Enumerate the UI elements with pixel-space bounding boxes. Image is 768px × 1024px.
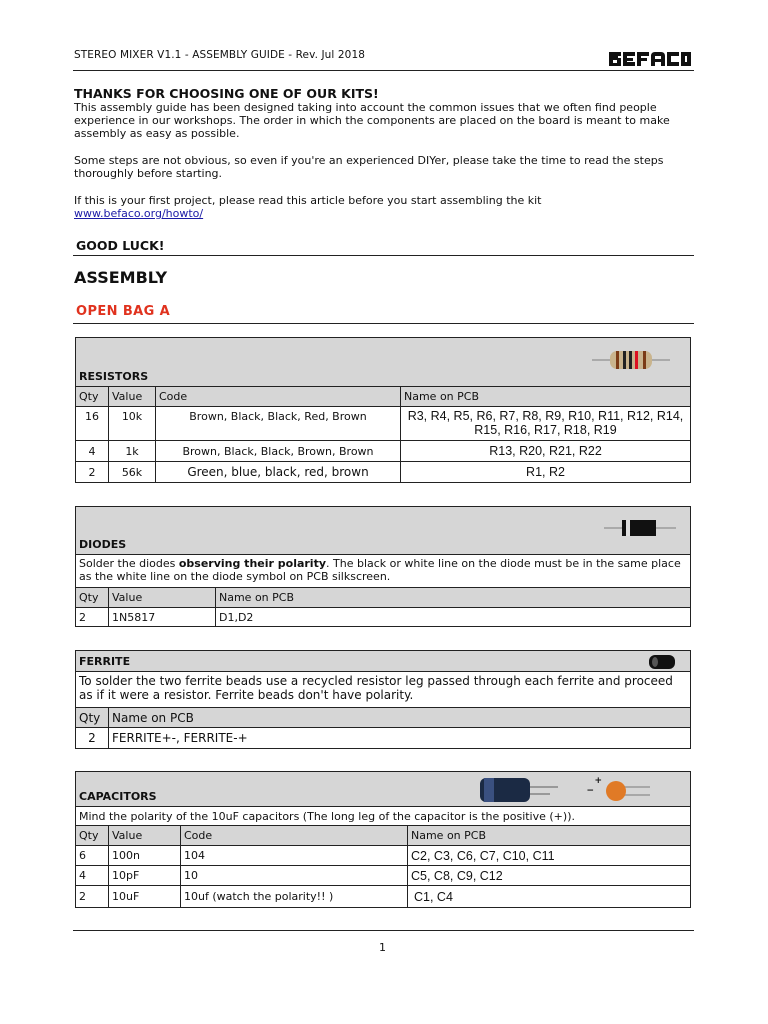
- capacitors-table: [75, 771, 691, 908]
- col-qty: Qty: [76, 826, 109, 846]
- col-pcb: Name on PCB: [408, 826, 691, 846]
- col-value: Value: [109, 588, 216, 608]
- howto-link-wrap: [74, 207, 686, 220]
- header-divider: [73, 70, 694, 71]
- resistors-table: [75, 337, 691, 483]
- value-cell: 1N5817: [109, 608, 216, 627]
- pcb-cell: FERRITE+-, FERRITE-+: [109, 728, 691, 749]
- intro-paragraph-1: This assembly guide has been designed taking into account the common issues that we often find people experience in our workshops. The order in which the components are placed on the board is meant to make assembly as easy as possible.: [74, 101, 670, 140]
- befaco-logo: [608, 50, 692, 72]
- col-value: Value: [109, 387, 156, 407]
- table-row: [76, 462, 691, 483]
- intro-paragraph-3: If this is your first project, please read this article before you start assembling the kit: [74, 194, 542, 207]
- table-row: [76, 407, 691, 441]
- pcb-cell: C2, C3, C6, C7, C10, C11: [408, 846, 691, 866]
- ferrite-table: [75, 650, 691, 749]
- table-row: [76, 728, 691, 749]
- ferrite-section-header: [76, 651, 691, 672]
- pcb-cell: C5, C8, C9, C12: [408, 866, 691, 886]
- diodes-note: Solder the diodes observing their polarity. The black or white line on the diode must be in the same place as the white line on the diode symbol on PCB silkscreen.: [76, 555, 691, 588]
- good-luck-text: GOOD LUCK!: [76, 238, 165, 253]
- qty-cell: 2: [76, 886, 109, 908]
- value-cell: 56k: [109, 462, 156, 483]
- document-header-title: STEREO MIXER V1.1 - ASSEMBLY GUIDE - Rev. Jul 2018: [74, 49, 366, 61]
- ceramic-capacitor-icon: [604, 779, 650, 806]
- plus-sign: +: [594, 776, 602, 786]
- col-qty: Qty: [76, 588, 109, 608]
- col-pcb: Name on PCB: [216, 588, 691, 608]
- col-qty: Qty: [76, 387, 109, 407]
- qty-cell: 2: [76, 608, 109, 627]
- table-row: [76, 866, 691, 886]
- value-cell: 1k: [109, 441, 156, 462]
- table-row: [76, 441, 691, 462]
- diodes-section-header: [76, 507, 691, 555]
- qty-cell: 2: [76, 728, 109, 749]
- pcb-cell: R3, R4, R5, R6, R7, R8, R9, R10, R11, R12, R14, R15, R16, R17, R18, R19: [401, 407, 691, 441]
- diodes-title: DIODES: [79, 538, 127, 551]
- code-cell: 104: [181, 846, 408, 866]
- col-pcb: Name on PCB: [109, 708, 691, 728]
- pcb-cell: R1, R2: [401, 462, 691, 483]
- value-cell: 10uF: [109, 886, 181, 908]
- diode-icon: [604, 518, 676, 541]
- qty-cell: 6: [76, 846, 109, 866]
- divider: [73, 255, 694, 256]
- ferrite-icon: [648, 654, 676, 673]
- bag-heading: OPEN BAG A: [76, 304, 171, 319]
- code-cell: Brown, Black, Black, Brown, Brown: [156, 441, 401, 462]
- value-cell: 10pF: [109, 866, 181, 886]
- pcb-cell: D1,D2: [216, 608, 691, 627]
- ferrite-title: FERRITE: [79, 654, 131, 668]
- code-cell: 10uf (watch the polarity!! ): [181, 886, 408, 908]
- table-row: [76, 886, 691, 908]
- pcb-cell: R13, R20, R21, R22: [401, 441, 691, 462]
- divider: [73, 323, 694, 324]
- qty-cell: 2: [76, 462, 109, 483]
- capacitors-title: CAPACITORS: [79, 790, 157, 803]
- assembly-heading: ASSEMBLY: [74, 268, 168, 287]
- resistor-icon: [592, 347, 670, 376]
- minus-sign: −: [586, 786, 594, 796]
- capacitors-section-header: [76, 772, 691, 807]
- code-cell: Brown, Black, Black, Red, Brown: [156, 407, 401, 441]
- ferrite-note: To solder the two ferrite beads use a recycled resistor leg passed through each ferrite and proceed as if it were a resistor. Ferrite beads don't have polarity.: [76, 672, 691, 708]
- qty-cell: 4: [76, 866, 109, 886]
- pcb-cell: C1, C4: [408, 886, 691, 908]
- intro-paragraph-2: Some steps are not obvious, so even if you're an experienced DIYer, please take the time to read the steps thoroughly before starting.: [74, 154, 664, 180]
- electrolytic-capacitor-icon: [478, 775, 566, 808]
- value-cell: 100n: [109, 846, 181, 866]
- qty-cell: 4: [76, 441, 109, 462]
- code-cell: 10: [181, 866, 408, 886]
- col-qty: Qty: [76, 708, 109, 728]
- capacitors-note: Mind the polarity of the 10uF capacitors (The long leg of the capacitor is the positive (+)).: [76, 807, 691, 826]
- intro-heading: THANKS FOR CHOOSING ONE OF OUR KITS!: [74, 86, 379, 101]
- diodes-table: [75, 506, 691, 627]
- table-row: [76, 608, 691, 627]
- resistors-title: RESISTORS: [79, 370, 149, 383]
- resistors-section-header: [76, 338, 691, 387]
- value-cell: 10k: [109, 407, 156, 441]
- howto-link[interactable]: www.befaco.org/howto/: [74, 207, 204, 220]
- qty-cell: 16: [76, 407, 109, 441]
- col-code: Code: [181, 826, 408, 846]
- col-code: Code: [156, 387, 401, 407]
- page-number: 1: [379, 941, 386, 954]
- col-value: Value: [109, 826, 181, 846]
- code-cell: Green, blue, black, red, brown: [156, 462, 401, 483]
- table-row: [76, 846, 691, 866]
- col-pcb: Name on PCB: [401, 387, 691, 407]
- footer-divider: [73, 930, 694, 931]
